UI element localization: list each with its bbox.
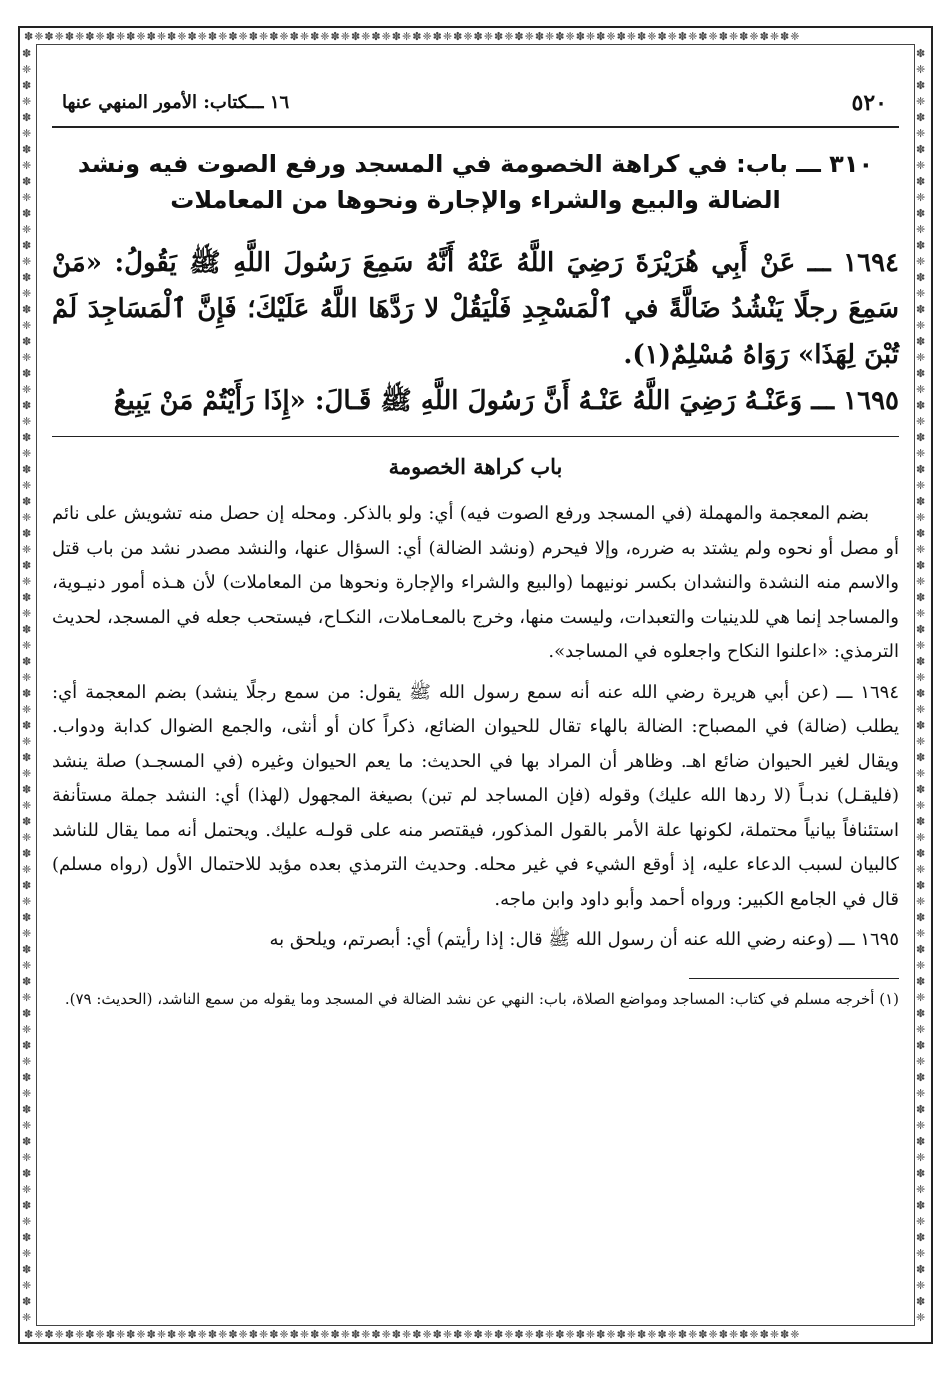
commentary-paragraph: بضم المعجمة والمهملة (في المسجد ورفع الصوت فيه) أي: ولو بالذكر. ومحله إن حصل منه تشويش على نائم أو مصل أو نحوه ولم يشتد به ضرره، وإلا فيحرم (ونشد الضالة) أي: السؤال عنها، والنشد مصدر نشد من باب قتل والاسم منه النشدة والنشدان بكسر نونيهما (والبيع والشراء والإجارة ونحوها من المعاملات) لأن هـذه أمور دنيـوية، والمساجد إنما هي للدينيات والتعبدات، وليست منها، وخرج بالمعـاملات، النكـاح، فيستحب جعله في المسجد، لحديث الترمذي: «اعلنوا النكاح واجعلوه في المساجد».	[52, 503, 899, 662]
commentary-paragraph: ١٦٩٤ ـــ (عن أبي هريرة رضي الله عنه أنه سمع رسول الله ﷺ يقول: من سمع رجلًا ينشد) بضم المعجمة أي: يطلب (ضالة) في المصباح: الضالة بالهاء تقال للحيوان الضائع، ذكراً كان أو أنثى، والجمع الضوال كدابة ودواب. ويقال لغير الحيوان ضائع اهـ. وظاهر أن المراد بها في الحديث: ما يعم الحيوان وغيره (في المسجـد) صلة ينشد (فليقـل) ندبـاً (لا ردها الله عليك) وقوله (فإن المساجد لم تبن) بصيغة المجهول (لهذا) أي: النشد جملة مستأنفة استئنافاً بيانياً محتملة، لكونها علة الأمر بالقول المذكور، فيقتصر منه على قولـه عليك. ويحتمل أنه مما يقال للناشد كالبيان لسبب الدعاء عليه، إذ أوقع الشيء في غير محله. وحديث الترمذي بعده مؤيد للاحتمال الأول (رواه مسلم) قال في الجامع الكبير: ورواه أحمد وأبو داود وابن ماجه.	[52, 681, 899, 910]
section-divider	[52, 436, 899, 437]
hadith-1695: ١٦٩٥ ـــ وَعَنْـهُ رَضِيَ اللَّهُ عَنْـهُ أَنَّ رَسُولَ اللَّهِ ﷺ قَـالَ: «إِذَا رَأَيْتُمْ مَنْ يَبِيعُ	[113, 386, 899, 416]
ornament-border-left: ✽❈✽❈✽❈✽❈✽❈✽❈✽❈✽❈✽❈✽❈✽❈✽❈✽❈✽❈✽❈✽❈✽❈✽❈✽❈✽❈✽❈✽❈✽❈✽❈✽❈✽❈✽❈✽❈✽❈✽❈✽❈✽❈✽❈✽❈✽❈✽❈✽❈✽❈✽❈✽❈	[22, 47, 33, 1324]
hadith-1694: ١٦٩٤ ـــ عَنْ أَبِي هُرَيْرَةَ رَضِيَ اللَّهُ عَنْهُ أَنَّهُ سَمِعَ رَسُولَ اللَّهِ ﷺ يَقُولُ: «مَنْ سَمِعَ رجلًا يَنْشُدُ ضَالَّةً في ٱلْمَسْجِدِ فَلْيَقُلْ لا رَدَّهَا اللَّهُ عَلَيْكَ؛ فَإِنَّ ٱلْمَسَاجِدَ لَمْ تُبْنَ لِهَذَا» رَوَاهُ مُسْلِمٌ(١).	[52, 248, 899, 370]
page-header	[52, 80, 899, 128]
ornament-border-bottom: ✽❈✽❈✽❈✽❈✽❈✽❈✽❈✽❈✽❈✽❈✽❈✽❈✽❈✽❈✽❈✽❈✽❈✽❈✽❈✽❈✽❈✽❈✽❈✽❈✽❈✽❈✽❈✽❈✽❈✽❈✽❈✽❈✽❈✽❈✽❈✽❈✽❈✽❈	[24, 1328, 801, 1341]
running-title: ١٦ ـــكتاب: الأمور المنهي عنها	[62, 92, 290, 113]
chapter-title: ٣١٠ ـــ باب: في كراهة الخصومة في المسجد ورفع الصوت فيه ونشد الضالة والبيع والشراء والإجارة ونحوها من المعاملات	[77, 150, 874, 214]
commentary	[52, 497, 899, 958]
commentary-title: باب كراهة الخصومة	[388, 454, 563, 479]
ornament-border-right: ✽❈✽❈✽❈✽❈✽❈✽❈✽❈✽❈✽❈✽❈✽❈✽❈✽❈✽❈✽❈✽❈✽❈✽❈✽❈✽❈✽❈✽❈✽❈✽❈✽❈✽❈✽❈✽❈✽❈✽❈✽❈✽❈✽❈✽❈✽❈✽❈✽❈✽❈✽❈✽❈	[916, 47, 927, 1324]
page-content	[52, 80, 899, 1335]
page-number: ٥٢٠	[851, 90, 887, 116]
hadith-text	[52, 240, 899, 424]
commentary-paragraph: ١٦٩٥ ـــ (وعنه رضي الله عنه أن رسول الله ﷺ قال: إذا رأيتم) أي: أبصرتم، ويلحق به	[269, 929, 899, 950]
ornament-border-top: ✽❈✽❈✽❈✽❈✽❈✽❈✽❈✽❈✽❈✽❈✽❈✽❈✽❈✽❈✽❈✽❈✽❈✽❈✽❈✽❈✽❈✽❈✽❈✽❈✽❈✽❈✽❈✽❈✽❈✽❈✽❈✽❈✽❈✽❈✽❈✽❈✽❈✽❈	[24, 30, 801, 43]
footnote: (١) أخرجه مسلم في كتاب: المساجد ومواضع الصلاة، باب: النهي عن نشد الضالة في المسجد وما يقوله من سمع الناشد، (الحديث: ٧٩).	[64, 989, 899, 1008]
footnote-separator	[689, 978, 899, 979]
